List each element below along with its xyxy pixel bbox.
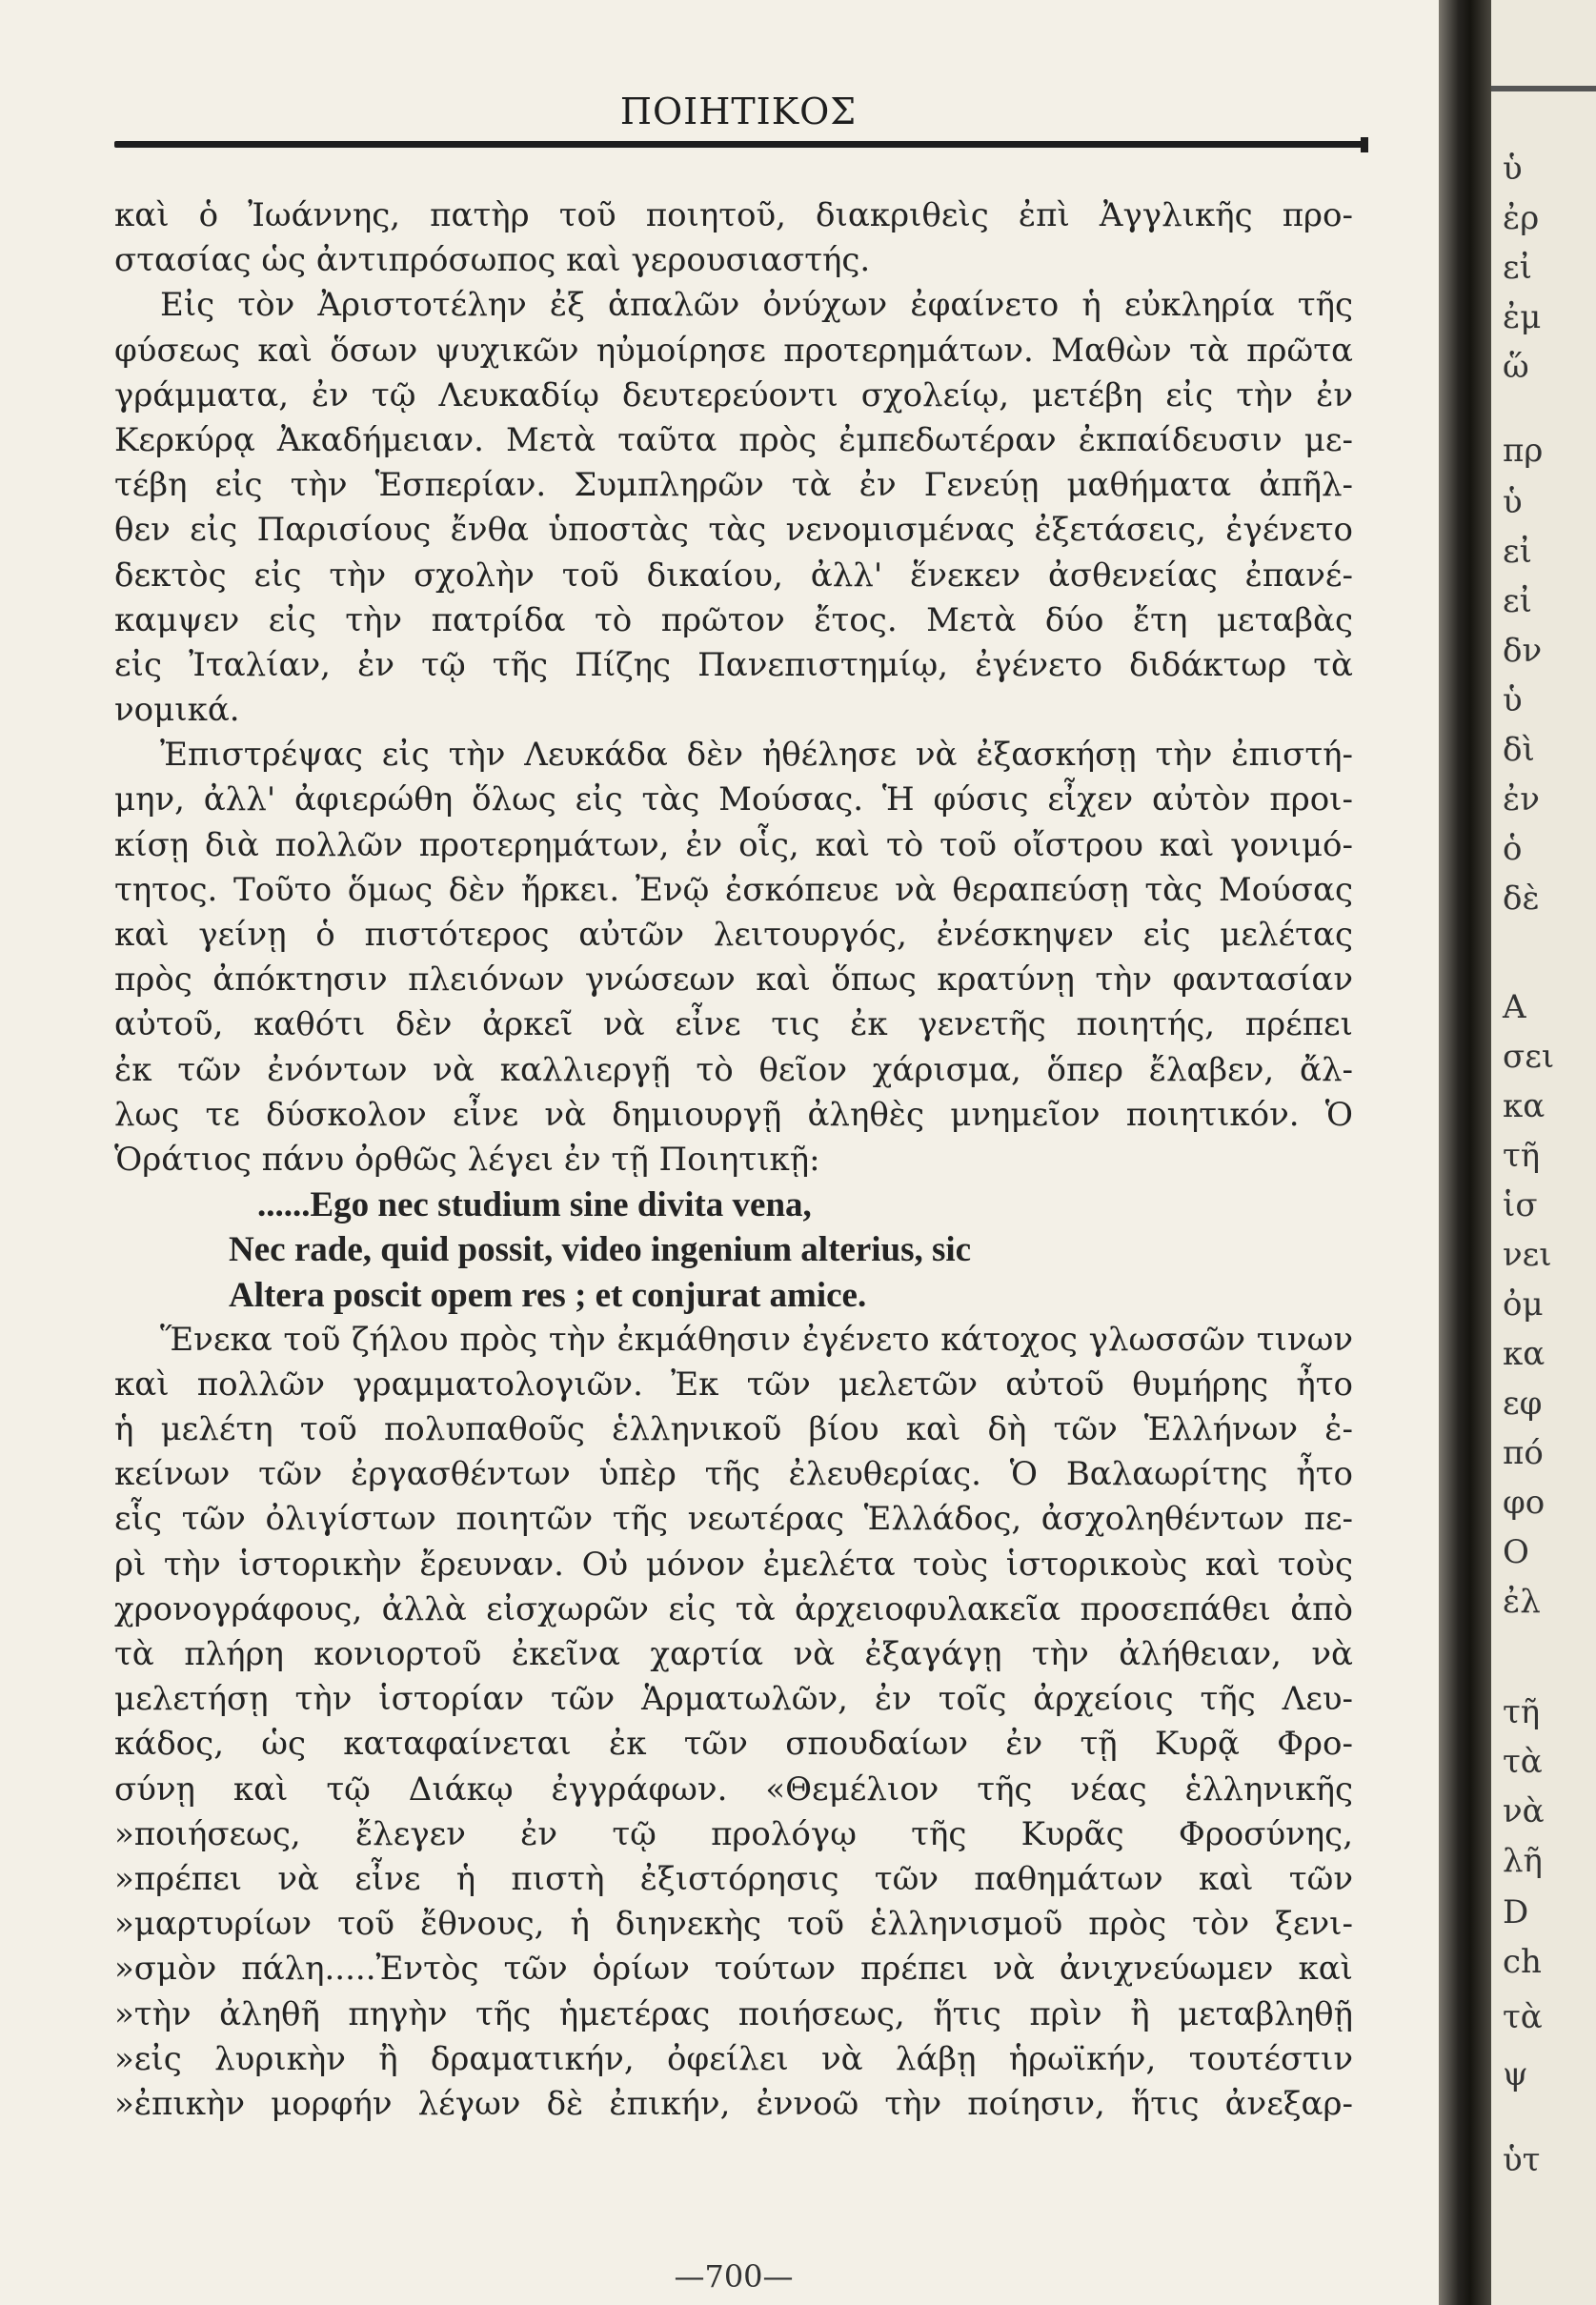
text-line: νομικά. <box>114 691 240 730</box>
adjacent-page-fragment: δὶ <box>1503 731 1535 769</box>
text-line: τητος. Τοῦτο ὅμως δὲν ἤρκει. Ἐνῷ ἐσκόπευε νὰ θεραπεύσῃ τὰς Μούσας <box>114 870 1353 909</box>
text-line: μην, ἀλλ' ἀφιερώθη ὅλως εἰς τὰς Μούσας. Ἡ φύσις εἶχεν αὐτὸν προι- <box>114 780 1353 819</box>
text-line: αὐτοῦ, καθότι δὲν ἀρκεῖ νὰ εἶνε τις ἐκ γενετῆς ποιητής, πρέπει <box>114 1005 1353 1044</box>
adjacent-page-fragment: τὰ <box>1503 1743 1543 1781</box>
adjacent-page-fragment: Α <box>1503 988 1526 1026</box>
adjacent-page-fragment: τῆ <box>1503 1693 1541 1731</box>
adjacent-page-fragment: σει <box>1503 1038 1555 1076</box>
text-line: λως τε δύσκολον εἶνε νὰ δημιουργῇ ἀληθὲς μνημεῖον ποιητικόν. Ὁ <box>114 1095 1353 1134</box>
text-line: Κερκύρᾳ Ἀκαδήμειαν. Μετὰ ταῦτα πρὸς ἐμπεδωτέραν ἐκπαίδευσιν με- <box>114 420 1353 459</box>
book-gutter <box>1439 0 1491 2305</box>
adjacent-page-fragment: ὑτ <box>1503 2141 1541 2179</box>
adjacent-page-fragment: τῆ <box>1503 1137 1541 1175</box>
adjacent-page-fragment: ὑ <box>1503 150 1523 188</box>
adjacent-page-fragment: ἐρ <box>1503 199 1540 237</box>
text-line: Ἐπιστρέψας εἰς τὴν Λευκάδα δὲν ἠθέλησε νὰ ἐξασκήσῃ τὴν ἐπιστή- <box>160 736 1353 775</box>
text-line: Εἰς τὸν Ἀριστοτέλην ἐξ ἁπαλῶν ὀνύχων ἐφαίνετο ἡ εὐκληρία τῆς <box>160 286 1353 325</box>
text-line: ἡ μελέτη τοῦ πολυπαθοῦς ἑλληνικοῦ βίου καὶ δὴ τῶν Ἑλλήνων ἐ- <box>114 1410 1353 1449</box>
text-line: σύνῃ καὶ τῷ Διάκῳ ἐγγράφων. «Θεμέλιον τῆς νέας ἑλληνικῆς <box>114 1769 1353 1809</box>
adjacent-page-fragment: λῆ <box>1503 1842 1543 1880</box>
text-line: τὰ πλήρη κονιορτοῦ ἐκεῖνα χαρτία νὰ ἐξαγάγῃ τὴν ἀλήθειαν, νὰ <box>114 1635 1353 1673</box>
text-line: ......Ego nec studium sine divita vena, <box>257 1185 812 1225</box>
header-rule <box>114 141 1367 148</box>
adjacent-page-rule <box>1491 86 1596 91</box>
text-line: δεκτὸς εἰς τὴν σχολὴν τοῦ δικαίου, ἀλλ' ἕνεκεν ἀσθενείας ἐπανέ- <box>114 556 1353 595</box>
text-line: Ὁράτιος πάνυ ὀρθῶς λέγει ἐν τῇ Ποιητικῇ: <box>114 1140 820 1179</box>
adjacent-page-fragment: ὀμ <box>1503 1285 1544 1324</box>
adjacent-page-fragment: πρ <box>1503 432 1544 470</box>
adjacent-page-fragment: τὰ <box>1503 1998 1543 2036</box>
text-line: »ἐπικὴν μορφήν λέγων δὲ ἐπικήν, ἐννοῶ τὴν ποίησιν, ἥτις ἀνεξαρ- <box>114 2084 1353 2123</box>
text-line: κίσῃ διὰ πολλῶν προτερημάτων, ἐν οἷς, καὶ τὸ τοῦ οἴστρου καὶ γονιμό- <box>114 825 1353 864</box>
text-line: εἰς Ἰταλίαν, ἐν τῷ τῆς Πίζης Πανεπιστημίῳ, ἐγένετο διδάκτωρ τὰ <box>114 645 1353 684</box>
adjacent-page-fragment: νὰ <box>1503 1792 1545 1830</box>
text-line: »τὴν ἀληθῆ πηγὴν τῆς ἡμετέρας ποιήσεως, ἥτις πρὶν ἢ μεταβληθῇ <box>114 1994 1353 2033</box>
text-line: »ποιήσεως, ἔλεγεν ἐν τῷ προλόγῳ τῆς Κυρᾶς Φροσύνης, <box>114 1814 1353 1853</box>
adjacent-page-fragment: πό <box>1503 1434 1544 1472</box>
text-line: »πρέπει νὰ εἶνε ἡ πιστὴ ἐξιστόρησις τῶν παθημάτων καὶ τῶν <box>114 1859 1353 1898</box>
adjacent-page-fragment: ἐν <box>1503 780 1540 819</box>
adjacent-page-fragment: ἐλ <box>1503 1583 1541 1621</box>
text-line: καὶ πολλῶν γραμματολογιῶν. Ἐκ τῶν μελετῶν αὐτοῦ θυμήρης ἦτο <box>114 1365 1353 1404</box>
text-line: θεν εἰς Παρισίους ἔνθα ὑποστὰς τὰς νενομισμένας ἐξετάσεις, ἐγένετο <box>114 511 1353 550</box>
adjacent-page-edge <box>1491 0 1596 2305</box>
text-line: χρονογράφους, ἀλλὰ εἰσχωρῶν εἰς τὰ ἀρχειοφυλακεῖα προσεπάθει ἀπὸ <box>114 1589 1353 1628</box>
adjacent-page-fragment: φο <box>1503 1484 1545 1522</box>
adjacent-page-fragment: εἰ <box>1503 533 1532 571</box>
text-line: καμψεν εἰς τὴν πατρίδα τὸ πρῶτον ἔτος. Μετὰ δύο ἔτη μεταβὰς <box>114 600 1353 639</box>
running-header: ΠΟΙΗΤΙΚΟΣ <box>619 91 858 132</box>
text-line: Altera poscit opem res ; et conjurat amice. <box>229 1275 867 1315</box>
adjacent-page-fragment: εἰ <box>1503 249 1532 287</box>
adjacent-page-fragment: ch <box>1503 1943 1542 1981</box>
text-line: κείνων τῶν ἐργασθέντων ὑπὲρ τῆς ἐλευθερίας. Ὁ Βαλαωρίτης ἦτο <box>114 1455 1353 1494</box>
header-rule-end <box>1361 137 1368 152</box>
text-line: φύσεως καὶ ὅσων ψυχικῶν ηὐμοίρησε προτερημάτων. Μαθὼν τὰ πρῶτα <box>114 331 1353 370</box>
adjacent-page-fragment: νει <box>1503 1236 1552 1274</box>
adjacent-page-fragment: ψ <box>1503 2055 1528 2093</box>
adjacent-page-fragment: εφ <box>1503 1385 1543 1423</box>
adjacent-page-fragment: Ο <box>1503 1533 1529 1571</box>
adjacent-page-fragment: εἰ <box>1503 582 1532 620</box>
adjacent-page-fragment: κα <box>1503 1335 1545 1373</box>
text-line: καὶ ὁ Ἰωάννης, πατὴρ τοῦ ποιητοῦ, διακριθεὶς ἐπὶ Ἀγγλικῆς προ- <box>114 196 1353 234</box>
text-line: Nec rade, quid possit, video ingenium alterius, sic <box>229 1230 972 1270</box>
text-line: στασίας ὡς ἀντιπρόσωπος καὶ γερουσιαστής. <box>114 241 871 280</box>
text-line: ρὶ τὴν ἱστορικὴν ἔρευναν. Οὐ μόνον ἐμελέτα τοὺς ἱστορικοὺς καὶ τοὺς <box>114 1545 1353 1584</box>
text-line: ἐκ τῶν ἐνόντων νὰ καλλιεργῇ τὸ θεῖον χάρισμα, ὅπερ ἔλαβεν, ἄλ- <box>114 1050 1353 1089</box>
adjacent-page-fragment: κα <box>1503 1087 1545 1125</box>
adjacent-page-fragment: ὑ <box>1503 483 1523 521</box>
body-text <box>114 193 1353 2127</box>
adjacent-page-fragment: ὑ <box>1503 681 1523 719</box>
adjacent-page-fragment: ἱσ <box>1503 1186 1538 1224</box>
text-line: μελετήσῃ τὴν ἱστορίαν τῶν Ἁρματωλῶν, ἐν τοῖς ἀρχείοις τῆς Λευ- <box>114 1680 1353 1719</box>
adjacent-page-fragment: δὲ <box>1503 880 1540 918</box>
text-line: Ἕνεκα τοῦ ζήλου πρὸς τὴν ἐκμάθησιν ἐγένετο κάτοχος γλωσσῶν τινων <box>160 1320 1353 1359</box>
text-line: »μαρτυρίων τοῦ ἔθνους, ἡ διηνεκὴς τοῦ ἑλληνισμοῦ πρὸς τὸν ξενι- <box>114 1905 1353 1944</box>
adjacent-page-fragment: ὁ <box>1503 830 1523 868</box>
adjacent-page-fragment: ὥ <box>1503 348 1529 386</box>
adjacent-page-fragment: D <box>1503 1893 1529 1931</box>
text-line: εἷς τῶν ὀλιγίστων ποιητῶν τῆς νεωτέρας Ἑλλάδος, ἀσχοληθέντων πε- <box>114 1500 1353 1539</box>
text-line: τέβη εἰς τὴν Ἑσπερίαν. Συμπληρῶν τὰ ἐν Γενεύῃ μαθήματα ἀπῆλ- <box>114 466 1353 505</box>
text-line: καὶ γείνῃ ὁ πιστότερος αὐτῶν λειτουργός, ἐνέσκηψεν εἰς μελέτας <box>114 916 1353 954</box>
text-line: »εἰς λυρικὴν ἢ δραματικήν, ὀφείλει νὰ λάβῃ ἡρωϊκήν, τουτέστιν <box>114 2039 1353 2078</box>
page-number: —700— <box>674 2258 794 2295</box>
adjacent-page-fragment: ἐμ <box>1503 298 1542 336</box>
text-line: πρὸς ἀπόκτησιν πλειόνων γνώσεων καὶ ὅπως κρατύνῃ τὴν φαντασίαν <box>114 960 1353 1000</box>
text-line: »σμὸν πάλη.....Ἐντὸς τῶν ὁρίων τούτων πρέπει νὰ ἀνιχνεύωμεν καὶ <box>114 1950 1353 1989</box>
text-line: κάδος, ὡς καταφαίνεται ἐκ τῶν σπουδαίων ἐν τῇ Κυρᾷ Φρο- <box>114 1725 1353 1764</box>
text-line: γράμματα, ἐν τῷ Λευκαδίῳ δευτερεύοντι σχολείῳ, μετέβη εἰς τὴν ἐν <box>114 375 1353 414</box>
adjacent-page-fragment: δν <box>1503 632 1543 670</box>
